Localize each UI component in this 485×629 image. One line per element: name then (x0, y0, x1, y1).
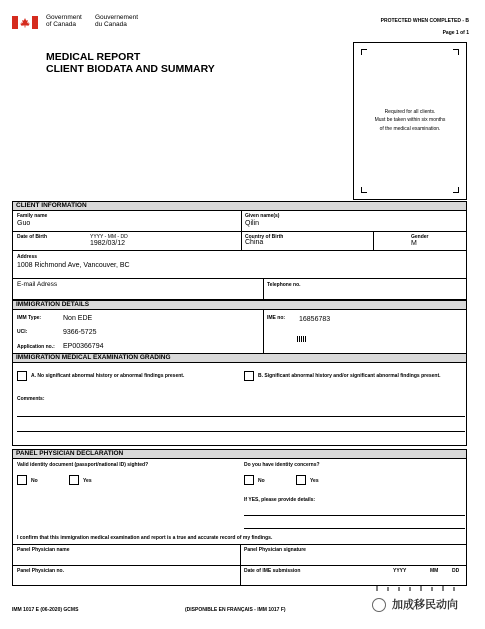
concern-no-label: No (258, 478, 265, 484)
photo-corner-tr (453, 49, 459, 55)
gov-en-line2: of Canada (46, 21, 76, 28)
ime-date-label: Date of IME submission (244, 568, 301, 574)
details-line-1[interactable] (244, 515, 465, 516)
telephone-label: Telephone no. (267, 282, 301, 288)
imm-type-label: IMM Type: (17, 315, 42, 321)
grade-a-checkbox[interactable] (17, 371, 27, 381)
divider (240, 544, 241, 586)
grade-a-label: A. No significant abnormal history or abnormal findings present. (31, 373, 185, 379)
uci-field[interactable]: 9366-5725 (63, 329, 97, 336)
watermark-text: 加成移民动向 (392, 599, 458, 611)
dob-field[interactable]: 1982/03/12 (90, 240, 126, 247)
id-sighted-no-label: No (31, 478, 38, 484)
photo-note-3: of the medical examination. (379, 126, 441, 132)
physician-no-label: Panel Physician no. (17, 568, 64, 574)
divider (12, 278, 467, 279)
page-number: Page 1 of 1 (442, 30, 469, 36)
divider (12, 231, 467, 232)
comments-line-1[interactable] (17, 416, 465, 417)
protected-label: PROTECTED WHEN COMPLETED - B (380, 18, 469, 24)
photo-note-2: Must be taken within six months (374, 117, 446, 123)
concern-no-checkbox[interactable] (244, 475, 254, 485)
page-title-1: MEDICAL REPORT (46, 51, 141, 63)
dob-label: Date of Birth (17, 234, 47, 240)
photo-corner-br (453, 187, 459, 193)
grading-header: IMMIGRATION MEDICAL EXAMINATION GRADING (12, 353, 467, 363)
physician-name-label: Panel Physician name (17, 547, 70, 553)
id-sighted-no-checkbox[interactable] (17, 475, 27, 485)
application-no-label: Application no.: (17, 344, 55, 350)
physician-signature-label: Panel Physician signature (244, 547, 306, 553)
gov-fr-line1: Gouvernement (95, 14, 138, 21)
family-name-field[interactable]: Guo (17, 220, 31, 227)
ime-no-field[interactable]: 16856783 (299, 316, 331, 323)
photo-box[interactable] (353, 42, 467, 200)
grade-b-checkbox[interactable] (244, 371, 254, 381)
given-name-label: Given name(s) (245, 213, 280, 219)
gender-label: Gender (411, 234, 429, 240)
immigration-details-header: IMMIGRATION DETAILS (12, 300, 467, 310)
date-entry-ticks[interactable] (375, 578, 465, 586)
client-info-table (12, 210, 467, 300)
country-of-birth-label: Country of Birth (245, 234, 284, 240)
given-name-field[interactable]: Qilin (245, 220, 260, 227)
divider (263, 309, 264, 354)
address-field[interactable]: 1008 Richmond Ave, Vancouver, BC (17, 262, 130, 269)
uci-label: UCI: (17, 329, 28, 335)
barcode-icon (297, 336, 307, 342)
photo-note-1: Required for all clients. (384, 109, 436, 115)
identity-concern-question: Do you have identity concerns? (244, 462, 320, 468)
divider (263, 278, 264, 300)
confirmation-statement: I confirm that this immigration medical examination and report is a true and accurate record of my findings. (17, 535, 273, 541)
physician-header: PANEL PHYSICIAN DECLARATION (12, 449, 467, 459)
divider (373, 231, 374, 250)
email-label: E-mail Adress (17, 281, 58, 288)
divider (12, 250, 467, 251)
photo-corner-bl (361, 187, 367, 193)
family-name-label: Family name (17, 213, 48, 219)
comments-label: Comments: (17, 396, 45, 402)
concern-yes-label: Yes (310, 478, 319, 484)
watermark-logo-icon (372, 598, 386, 612)
id-sighted-question: Valid identity document (passport/national ID) sighted? (17, 462, 149, 468)
ime-no-label: IME no: (267, 315, 286, 321)
id-sighted-yes-checkbox[interactable] (69, 475, 79, 485)
details-line-2[interactable] (244, 528, 465, 529)
grade-b-label: B. Significant abnormal history and/or significant abnormal findings present. (258, 373, 441, 379)
concern-yes-checkbox[interactable] (296, 475, 306, 485)
country-of-birth-field[interactable]: China (245, 239, 264, 246)
client-info-header: CLIENT INFORMATION (12, 201, 467, 211)
concern-details-label: If YES, please provide details: (244, 497, 316, 503)
date-dd-label: DD (452, 568, 460, 574)
gender-field[interactable]: M (411, 240, 417, 247)
application-no-field[interactable]: EP00366794 (63, 343, 104, 350)
form-code: IMM 1017 E (06-2020) GCMS (12, 607, 79, 613)
divider (241, 210, 242, 250)
canada-flag-logo (12, 16, 38, 29)
id-sighted-yes-label: Yes (83, 478, 92, 484)
gov-fr-line2: du Canada (95, 21, 127, 28)
imm-type-field[interactable]: Non EDE (63, 315, 93, 322)
date-mm-label: MM (430, 568, 439, 574)
gov-en-line1: Government (46, 14, 82, 21)
address-label: Address (17, 254, 38, 260)
french-availability: (DISPONIBLE EN FRANÇAIS - IMM 1017 F) (185, 607, 286, 613)
date-yyyy-label: YYYY (393, 568, 407, 574)
comments-line-2[interactable] (17, 431, 465, 432)
photo-corner-tl (361, 49, 367, 55)
dob-format: YYYY - MM - DD (90, 234, 128, 240)
page-title-2: CLIENT BIODATA AND SUMMARY (46, 63, 215, 75)
